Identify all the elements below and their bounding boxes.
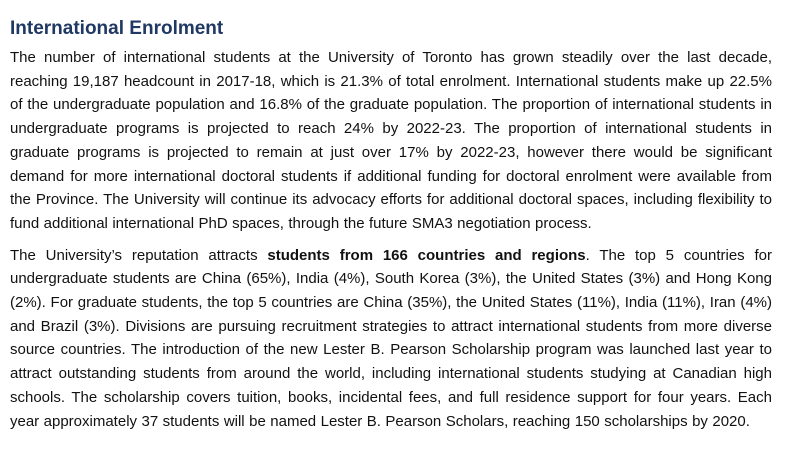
section-heading: International Enrolment [10,18,224,39]
paragraph-enrolment-growth: The number of international students at the University of Toronto has grown steadily over the last decade, reaching 19,187 headcount in 2017-18, which is 21.3% of total enrolment. International students make up 22.5% of the undergraduate population and 16.8% of the graduate population. The proportion of international students in undergraduate programs is projected to reach 24% by 2022-23. The proportion of international students in graduate programs is projected to remain at just over 17% by 2022-23, however there would be significant demand for more international doctoral students if additional funding for doctoral enrolment were available from the Province. The University will continue its advocacy efforts for additional doctoral spaces, including flexibility to fund additional international PhD spaces, through the future SMA3 negotiation process. [10,49,772,232]
paragraph-2-rest: . The top 5 countries for undergraduate students are China (65%), India (4%), South Korea (3%), the United States (3%) and Hong Kong (2%). For graduate students, the top 5 countries are China (35%), the United States (11%), India (11%), Iran (4%) and Brazil (3%). Divisions are pursuing recruitment strategies to attract international students from more diverse source countries. The introduction of the new Lester B. Pearson Scholarship program was launched last year to attract outstanding students from around the world, including international students studying at Canadian high schools. The scholarship covers tuition, books, incidental fees, and full residence support for four years. Each year approximately 37 students will be named Lester B. Pearson Scholars, reaching 150 scholarships by 2020. [10,246,772,430]
paragraph-2-lead: The University’s reputation attracts [10,246,268,264]
paragraph-source-countries [10,244,772,434]
paragraph-2-emphasis: students from 166 countries and regions [267,246,586,264]
